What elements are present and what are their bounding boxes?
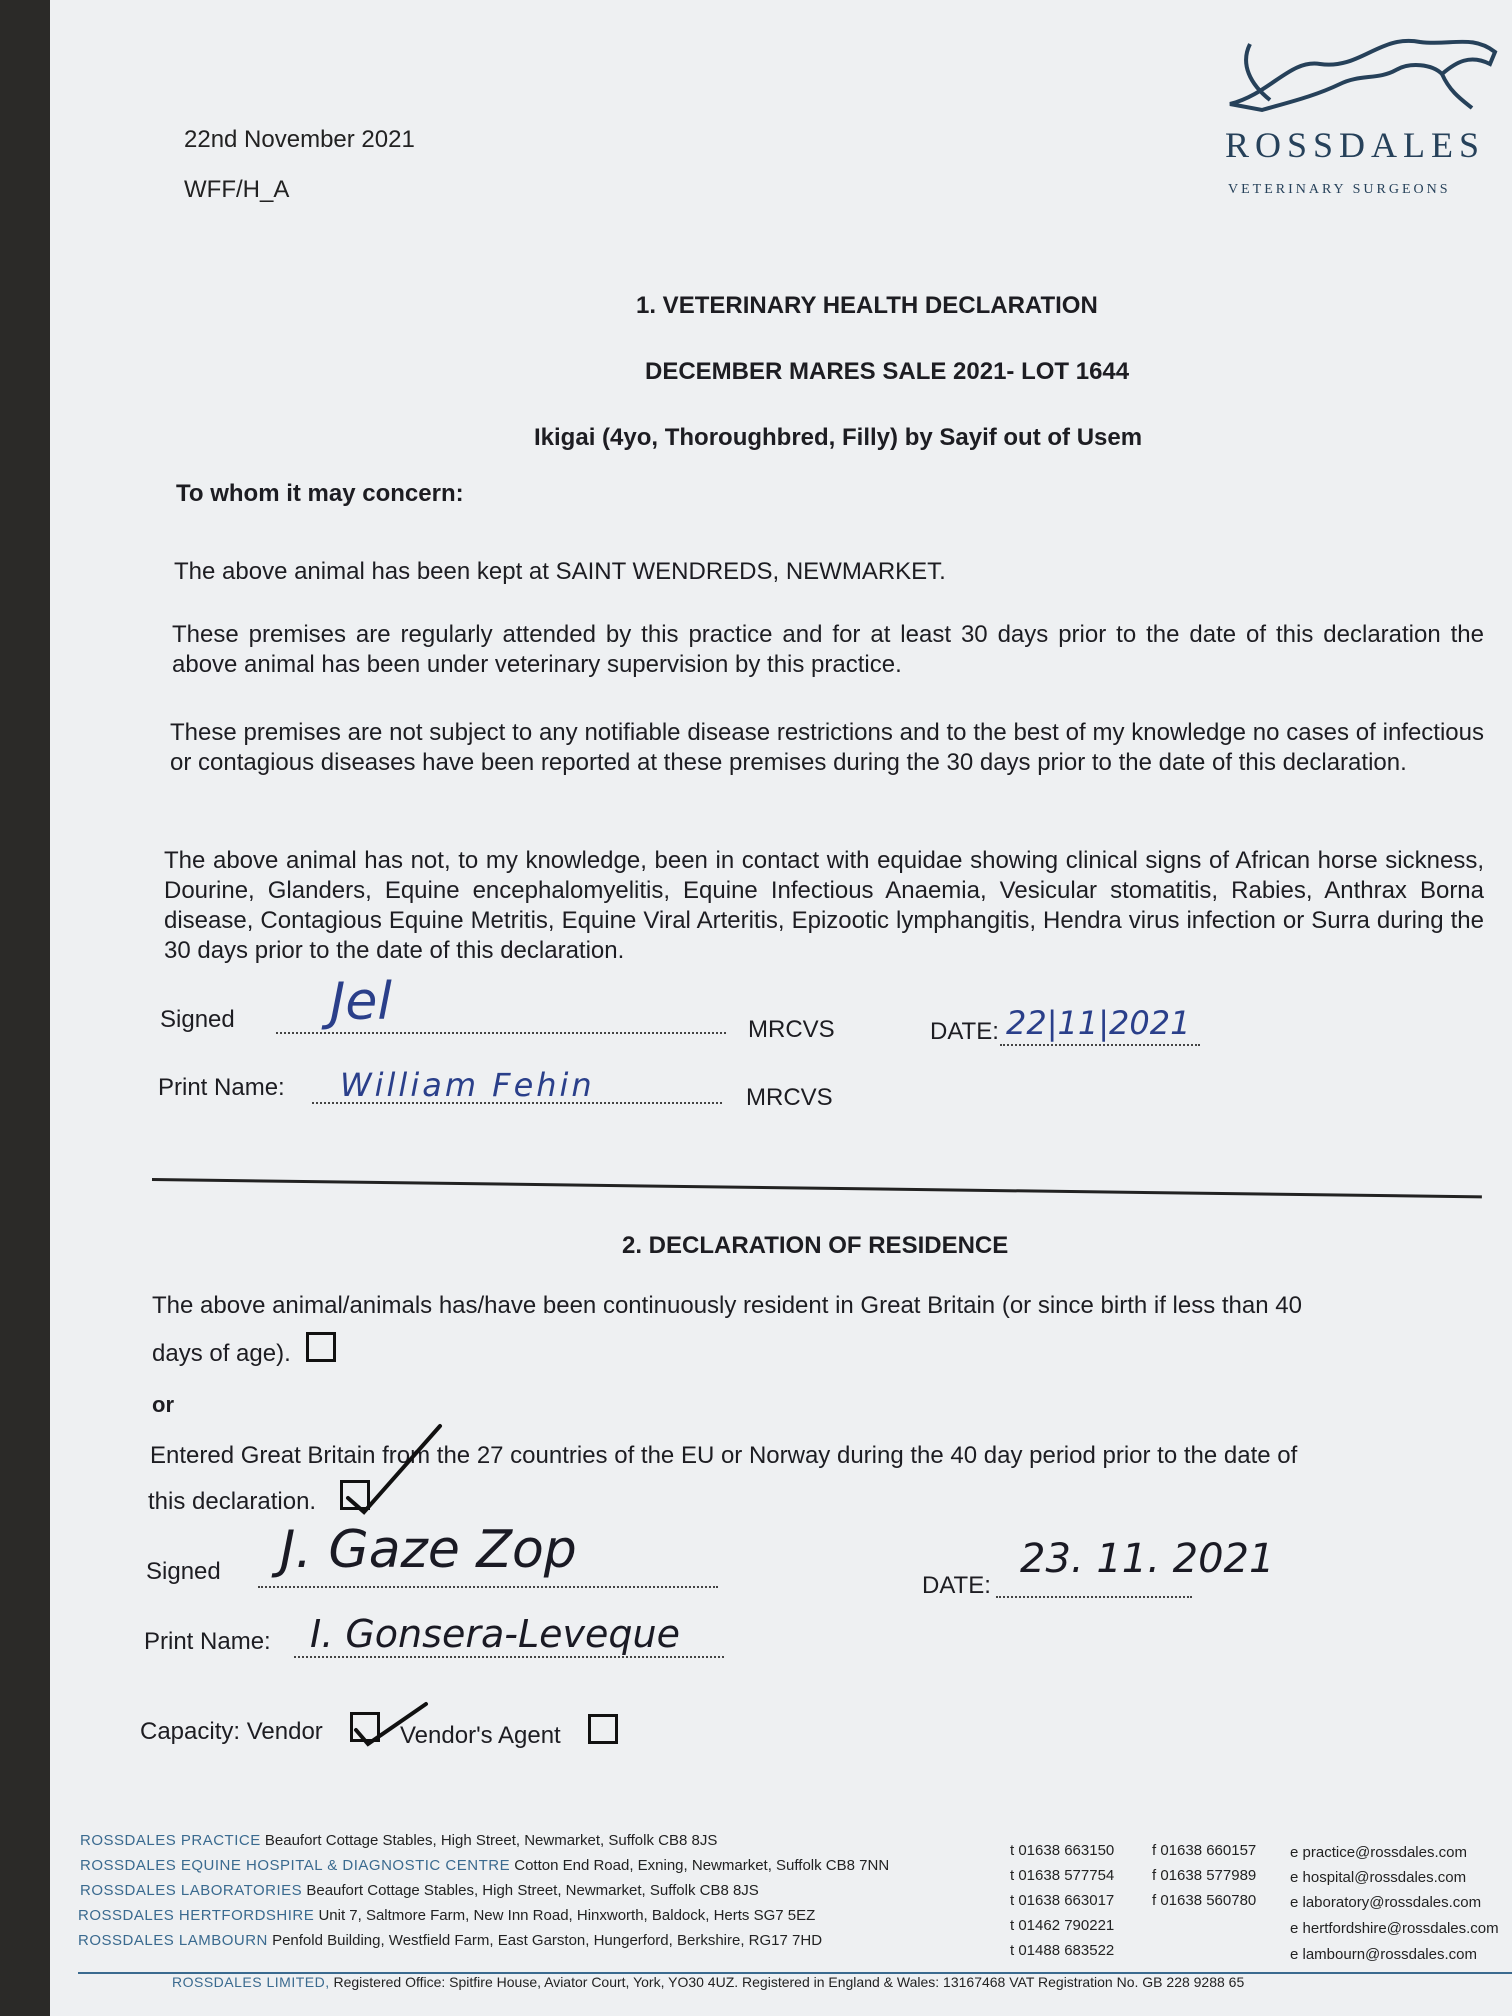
vet-signature: Jel <box>330 972 392 1032</box>
paragraph-supervision: These premises are regularly attended by this practice and for at least 30 days prior to the date of this declaration the above animal has been under veterinary supervision by this practice. <box>172 621 1484 678</box>
section1-subheading: DECEMBER MARES SALE 2021- LOT 1644 <box>645 358 1130 385</box>
phone-practice: t 01638 663150 <box>1010 1842 1115 1859</box>
section1-heading: 1. VETERINARY HEALTH DECLARATION <box>636 292 1098 319</box>
phone-hospital: t 01638 577754 <box>1010 1867 1115 1884</box>
or-label: or <box>152 1392 174 1417</box>
horse-logo-icon <box>1210 4 1510 204</box>
vendor-agent-checkbox[interactable] <box>588 1714 618 1744</box>
vendor-print-name: I. Gonsera-Leveque <box>310 1612 680 1656</box>
residence-line-1: The above animal/animals has/have been continuously resident in Great Britain (or since birth if less than 40 <box>152 1292 1302 1319</box>
phone-lambourn: t 01488 683522 <box>1010 1942 1115 1959</box>
vet-print-name: William Fehin <box>340 1066 595 1104</box>
mrcvs-label-2: MRCVS <box>746 1084 833 1111</box>
letter-date: 22nd November 2021 <box>184 126 415 153</box>
print-name-label-2: Print Name: <box>144 1628 271 1655</box>
logo-name: ROSSDALES <box>1225 125 1486 165</box>
fax-practice: f 01638 660157 <box>1152 1842 1257 1859</box>
date-line-1 <box>1000 1044 1200 1046</box>
mrcvs-label-1: MRCVS <box>748 1016 835 1043</box>
footer-site-laboratories: ROSSDALES LABORATORIES Beaufort Cottage Stables, High Street, Newmarket, Suffolk CB8 8JS <box>80 1882 759 1899</box>
logo-subtitle: VETERINARY SURGEONS <box>1228 182 1451 197</box>
resident-checkbox[interactable] <box>306 1332 336 1362</box>
vendor-agent-label: Vendor's Agent <box>400 1722 561 1749</box>
salutation: To whom it may concern: <box>176 480 464 507</box>
vendor-date: 23. 11. 2021 <box>1020 1536 1275 1582</box>
residence-line-2: days of age). <box>152 1340 291 1367</box>
print-name-line-2 <box>294 1656 724 1658</box>
fax-laboratories: f 01638 560780 <box>1152 1892 1257 1909</box>
footer-site-lambourn: ROSSDALES LAMBOURN Penfold Building, Westfield Farm, East Garston, Hungerford, Berkshire, RG17 7HD <box>78 1932 823 1949</box>
date-label-1: DATE: <box>930 1018 999 1045</box>
signed-label-2: Signed <box>146 1558 221 1585</box>
animal-description: Ikigai (4yo, Thoroughbred, Filly) by Sayif out of Usem <box>534 424 1143 451</box>
paragraph-premises: The above animal has been kept at SAINT WENDREDS, NEWMARKET. <box>174 558 946 585</box>
registered-office: ROSSDALES LIMITED, Registered Office: Spitfire House, Aviator Court, York, YO30 4UZ. Registered in England & Wales: 13167468 VAT Registration No. GB 228 9288 65 <box>172 1974 1245 1990</box>
email-hospital[interactable]: e hospital@rossdales.com <box>1290 1869 1467 1886</box>
email-lambourn[interactable]: e lambourn@rossdales.com <box>1290 1946 1477 1963</box>
footer-site-hospital: ROSSDALES EQUINE HOSPITAL & DIAGNOSTIC CENTRE Cotton End Road, Exning, Newmarket, Suffolk CB8 7NN <box>80 1857 890 1874</box>
check-mark-icon <box>330 1420 450 1520</box>
paragraph-contact: The above animal has not, to my knowledge, been in contact with equidae showing clinical signs of African horse sickness, Dourine, Glanders, Equine encephalomyelitis, Equine Infectious Anaemia, Vesicular stomatitis, Rabies, Anthrax Borna disease, Contagious Equine Metritis, Equine Viral Arteritis, Epizootic lymphangitis, Hendra virus infection or Surra during the 30 days prior to the date of this declaration. <box>164 847 1484 964</box>
entered-line-2: this declaration. <box>148 1488 317 1515</box>
entered-line-1: Entered Great Britain from the 27 countries of the EU or Norway during the 40 day period prior to the date of <box>150 1442 1298 1469</box>
signature-line-1 <box>276 1032 726 1034</box>
email-practice[interactable]: e practice@rossdales.com <box>1290 1844 1467 1861</box>
paragraph-restrictions: These premises are not subject to any notifiable disease restrictions and to the best of my knowledge no cases of infectious or contagious diseases have been reported at these premises during the 30 days prior to the date of this declaration. <box>170 719 1484 776</box>
print-name-label-1: Print Name: <box>158 1074 285 1101</box>
vendor-signature: J. Gaze Zop <box>280 1520 577 1580</box>
capacity-vendor-label: Capacity: Vendor <box>140 1718 323 1745</box>
email-hertfordshire[interactable]: e hertfordshire@rossdales.com <box>1290 1920 1499 1937</box>
signature-line-2 <box>258 1586 718 1588</box>
email-laboratories[interactable]: e laboratory@rossdales.com <box>1290 1894 1482 1911</box>
phone-laboratories: t 01638 663017 <box>1010 1892 1115 1909</box>
vet-date: 22|11|2021 <box>1006 1004 1191 1042</box>
date-label-2: DATE: <box>922 1572 991 1599</box>
section2-heading: 2. DECLARATION OF RESIDENCE <box>622 1232 1009 1259</box>
phone-hertfordshire: t 01462 790221 <box>1010 1917 1115 1934</box>
signed-label-1: Signed <box>160 1006 235 1033</box>
date-line-2 <box>996 1596 1192 1598</box>
footer-site-hertfordshire: ROSSDALES HERTFORDSHIRE Unit 7, Saltmore Farm, New Inn Road, Hinxworth, Baldock, Herts SG7 5EZ <box>78 1907 816 1924</box>
footer-site-practice: ROSSDALES PRACTICE Beaufort Cottage Stables, High Street, Newmarket, Suffolk CB8 8JS <box>80 1832 718 1849</box>
fax-hospital: f 01638 577989 <box>1152 1867 1257 1884</box>
reference-code: WFF/H_A <box>184 176 290 203</box>
